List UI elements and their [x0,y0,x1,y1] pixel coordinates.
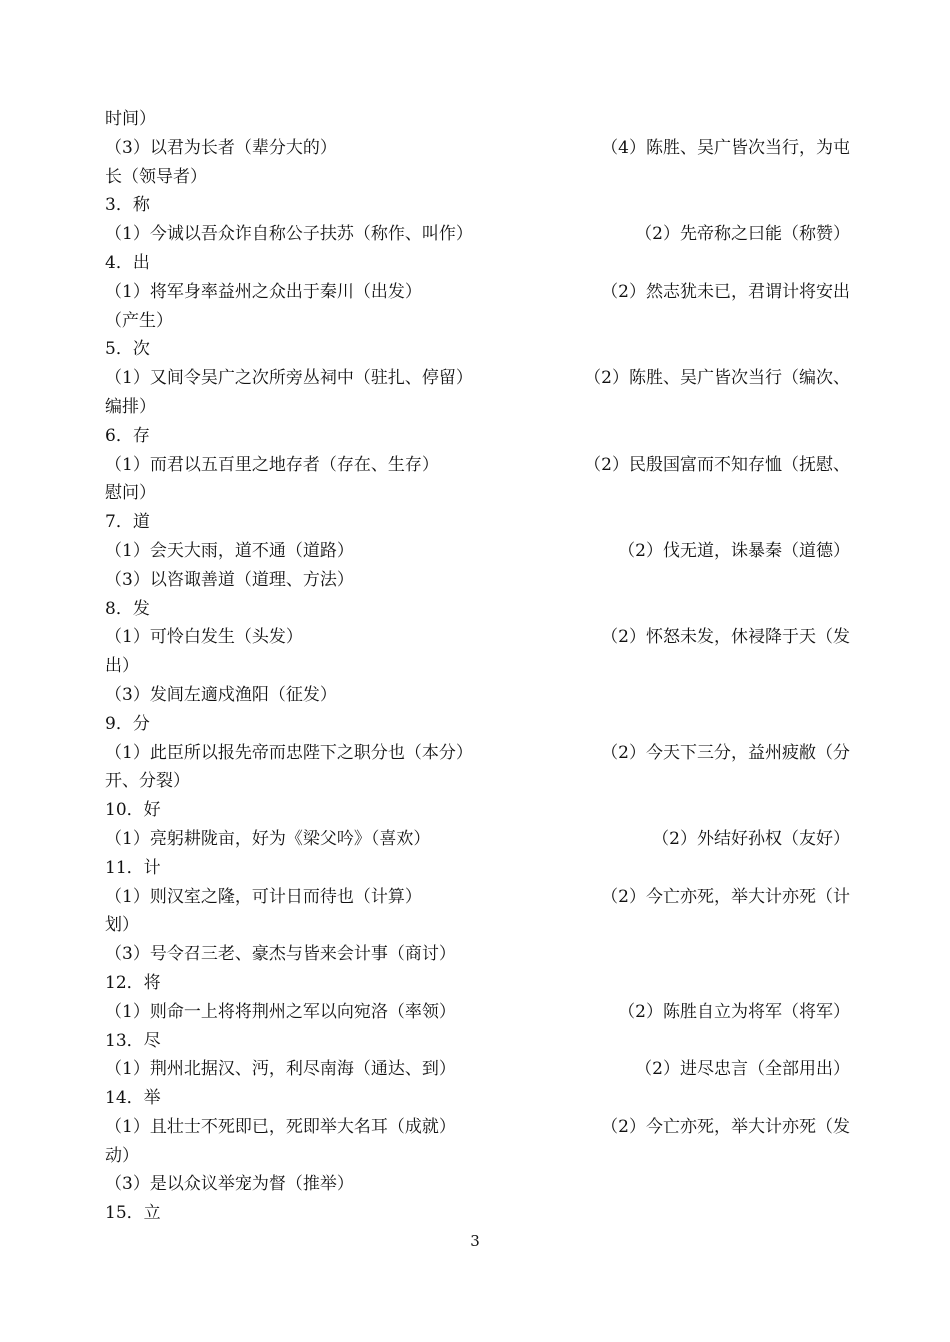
text-line [105,307,850,336]
line-left-text: 7．道 [105,512,150,533]
line-left-text: 开、分裂） [105,771,190,792]
text-line [105,883,850,912]
line-left-text: （3）是以众议举宠为督（推举） [105,1174,354,1195]
line-left-text: （1）又间令吴广之次所旁丛祠中（驻扎、停留） [105,368,473,389]
line-left-text: 4．出 [105,252,150,273]
text-line [105,1170,850,1199]
line-left-text: 8．发 [105,598,150,619]
text-line [105,681,850,710]
text-line [105,479,850,508]
line-left-text: 6．存 [105,425,150,446]
text-line [105,1199,850,1228]
line-right-text: （2）进尽忠言（全部用出） [635,1059,850,1080]
text-line [105,105,850,134]
line-left-text: 15．立 [105,1203,161,1224]
text-line [105,969,850,998]
line-left-text: （产生） [105,310,173,331]
line-right-text: （4）陈胜、吴广皆次当行，为屯 [601,137,850,158]
text-line [105,739,850,768]
line-left-text: 慰问） [105,483,156,504]
line-right-text: （2）今亡亦死，举大计亦死（计 [601,886,850,907]
text-line [105,191,850,220]
text-line [105,566,850,595]
line-right-text: （2）然志犹未已，君谓计将安出 [601,281,850,302]
line-right-text: （2）今天下三分，益州疲敝（分 [601,742,850,763]
text-line [105,163,850,192]
line-left-text: （1）而君以五百里之地存者（存在、生存） [105,454,439,475]
line-right-text: （2）伐无道，诛暴秦（道德） [618,540,850,561]
text-line [105,595,850,624]
line-left-text: 3．称 [105,195,150,216]
line-left-text: （3）以君为长者（辈分大的） [105,137,337,158]
line-right-text: （2）民殷国富而不知存恤（抚慰、 [584,454,850,475]
text-line [105,854,850,883]
text-line [105,1142,850,1171]
text-line [105,508,850,537]
text-line [105,623,850,652]
line-left-text: 出） [105,656,139,677]
line-right-text: （2）先帝称之曰能（称赞） [635,224,850,245]
text-line [105,393,850,422]
line-right-text: （2）陈胜自立为将军（将军） [618,1001,850,1022]
line-left-text: （1）此臣所以报先帝而忠陛下之职分也（本分） [105,742,473,763]
text-line [105,652,850,681]
line-left-text: （3）发闾左適戍渔阳（征发） [105,684,337,705]
page-number: 3 [470,1232,480,1250]
line-left-text: （1）亮躬耕陇亩，好为《梁父吟》（喜欢） [105,828,431,849]
line-left-text: （3）以咨诹善道（道理、方法） [105,569,354,590]
line-left-text: （1）将军身率益州之众出于秦川（出发） [105,281,422,302]
text-line [105,940,850,969]
line-left-text: 5．次 [105,339,150,360]
text-line [105,335,850,364]
line-left-text: （1）则汉室之隆，可计日而待也（计算） [105,886,422,907]
text-line [105,796,850,825]
line-right-text: （2）今亡亦死，举大计亦死（发 [601,1116,850,1137]
line-left-text: 9．分 [105,713,150,734]
text-line [105,998,850,1027]
line-left-text: （1）则命一上将将荆州之军以向宛洛（率领） [105,1001,456,1022]
text-line [105,364,850,393]
line-left-text: （1）荆州北据汉、沔，利尽南海（通达、到） [105,1059,456,1080]
line-left-text: （3）号令召三老、豪杰与皆来会计事（商讨） [105,944,456,965]
line-left-text: （1）可怜白发生（头发） [105,627,303,648]
text-line [105,710,850,739]
line-left-text: 划） [105,915,139,936]
line-right-text: （2）陈胜、吴广皆次当行（编次、 [584,368,850,389]
line-left-text: 14．举 [105,1088,161,1109]
line-left-text: （1）今诚以吾众诈自称公子扶苏（称作、叫作） [105,224,473,245]
line-left-text: 10．好 [105,800,161,821]
line-left-text: 时间） [105,109,156,129]
line-left-text: 长（领导者） [105,166,207,187]
text-line [105,451,850,480]
line-right-text: （2）外结好孙权（友好） [652,828,850,849]
line-left-text: 11．计 [105,857,161,878]
line-left-text: （1）会天大雨，道不通（道路） [105,540,354,561]
text-line [105,911,850,940]
line-left-text: 动） [105,1145,139,1166]
text-line [105,1027,850,1056]
text-line [105,1113,850,1142]
line-left-text: 12．将 [105,972,161,993]
document-body [105,105,850,1228]
line-left-text: （1）且壮士不死即已，死即举大名耳（成就） [105,1116,456,1137]
line-right-text: （2）怀怒未发，休祲降于天（发 [601,627,850,648]
text-line [105,134,850,163]
line-left-text: 13．尽 [105,1030,161,1051]
text-line [105,767,850,796]
text-line [105,249,850,278]
text-line [105,278,850,307]
text-line [105,537,850,566]
line-left-text: 编排） [105,396,156,417]
text-line [105,422,850,451]
text-line [105,1084,850,1113]
text-line [105,825,850,854]
text-line [105,1055,850,1084]
text-line [105,220,850,249]
